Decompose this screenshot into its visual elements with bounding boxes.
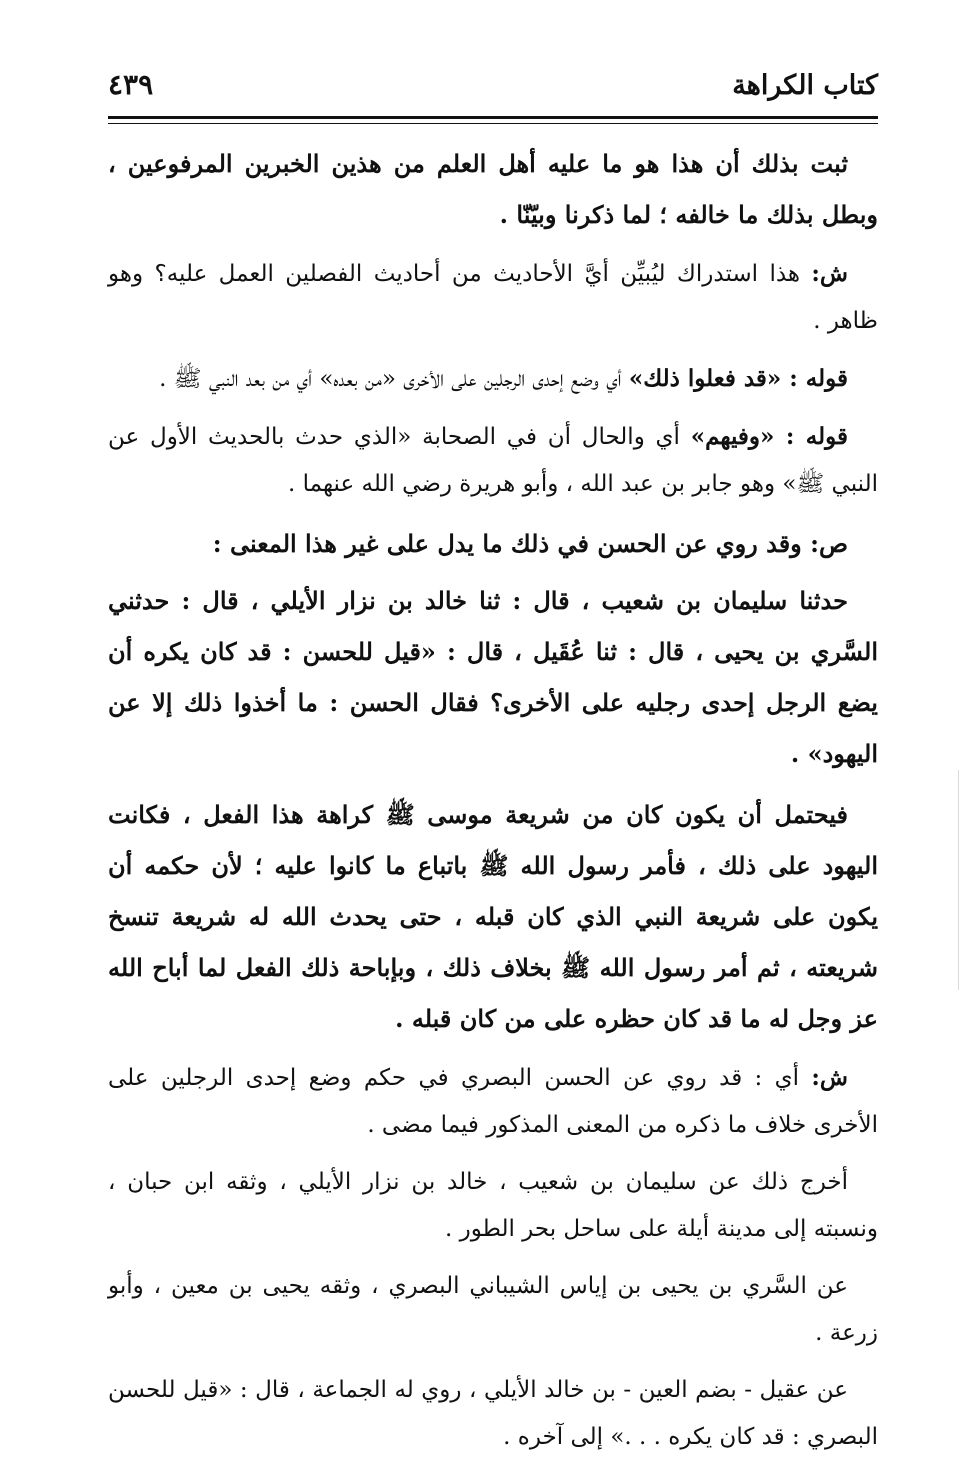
paragraph-text: عن عقيل - بضم العين - بن خالد الأيلي ، روي له الجماعة ، قال : «قيل للحسن البصري : قد كان يكره . . .» إلى آخره .: [108, 1377, 878, 1450]
page-number: ٤٣٩: [108, 68, 154, 101]
paragraph: [108, 1159, 878, 1253]
paragraph-text: فيحتمل أن يكون كان من شريعة موسى ﷺ كراهة هذا الفعل ، فكانت اليهود على ذلك ، فأمر رسول الله ﷺ باتباع ما كانوا عليه ؛ لأن حكمه أن يكون على شريعة النبي الذي كان قبله ، حتى يحدث الله له شريعة تنسخ شريعته ، ثم أمر رسول الله ﷺ بخلاف ذلك ، وبإباحة ذلك الفعل لما أباح الله عز وجل له ما قد كان حظره على من كان قبله .: [108, 800, 878, 1033]
paragraph-lead: قوله : «وفيهم»: [690, 423, 848, 450]
paragraph: [108, 518, 878, 569]
paragraph-text: أخرج ذلك عن سليمان بن شعيب ، خالد بن نزار الأيلي ، وثقه ابن حبان ، ونسبته إلى مدينة أيلة على ساحل بحر الطور .: [108, 1169, 878, 1242]
paragraph: [108, 575, 878, 779]
paragraph: [108, 413, 878, 508]
paragraph-text: ص: وقد روي عن الحسن في ذلك ما يدل على غير هذا المعنى :: [212, 529, 848, 558]
paragraph-text: ثبت بذلك أن هذا هو ما عليه أهل العلم من هذين الخبرين المرفوعين ، وبطل بذلك ما خالفه ؛ لما ذكرنا وبيّنّا .: [108, 149, 878, 229]
paragraph: [108, 1367, 878, 1461]
paragraph-text: أي : قد روي عن الحسن البصري في حكم وضع إحدى الرجلين على الأخرى خلاف ما ذكره من المعنى المذكور فيما مضى .: [108, 1065, 878, 1138]
page-body: [108, 138, 878, 1471]
paragraph: [108, 789, 878, 1044]
paragraph: [108, 138, 878, 240]
paragraph-text: حدثنا سليمان بن شعيب ، قال : ثنا خالد بن نزار الأيلي ، قال : حدثني السَّري بن يحيى ، قال : ثنا عُقَيل ، قال : «قيل للحسن : قد كان يكره أن يضع الرجل إحدى رجليه على الأخرى؟ فقال الحسن : ما أخذوا ذلك إلا عن اليهود» .: [108, 586, 878, 768]
paragraph-lead: قوله : «قد فعلوا ذلك»: [628, 365, 848, 392]
paragraph: [108, 355, 878, 403]
paragraph: [108, 250, 878, 345]
paragraph-text: عن السَّري بن يحيى بن إياس الشيباني البصري ، وثقه يحيى بن معين ، وأبو زرعة .: [108, 1273, 878, 1346]
paragraph-text: هذا استدراك ليُبيِّن أيَّ الأحاديث من أحاديث الفصلين العمل عليه؟ وهو ظاهر .: [108, 261, 878, 334]
running-title: كتاب الكراهة: [732, 70, 878, 101]
paragraph-lead: ش:: [811, 1064, 848, 1091]
header-rule-thin: [108, 123, 878, 124]
page-header: [108, 62, 878, 112]
paragraph: [108, 1263, 878, 1357]
paragraph-text: أي والحال أن في الصحابة «الذي حدث بالحديث الأول عن النبي ﷺ» وهو جابر بن عبد الله ، وأبو هريرة رضي الله عنهما .: [108, 424, 878, 497]
paragraph: [108, 1054, 878, 1149]
header-rule-thick: [108, 116, 878, 119]
paragraph-text: أي وضع إحدى الرجلين على الأخرى «من بعده» أي من بعد النبي ﷺ .: [159, 366, 629, 392]
scan-margin-mark: [958, 770, 959, 990]
paragraph-lead: ش:: [811, 260, 848, 287]
